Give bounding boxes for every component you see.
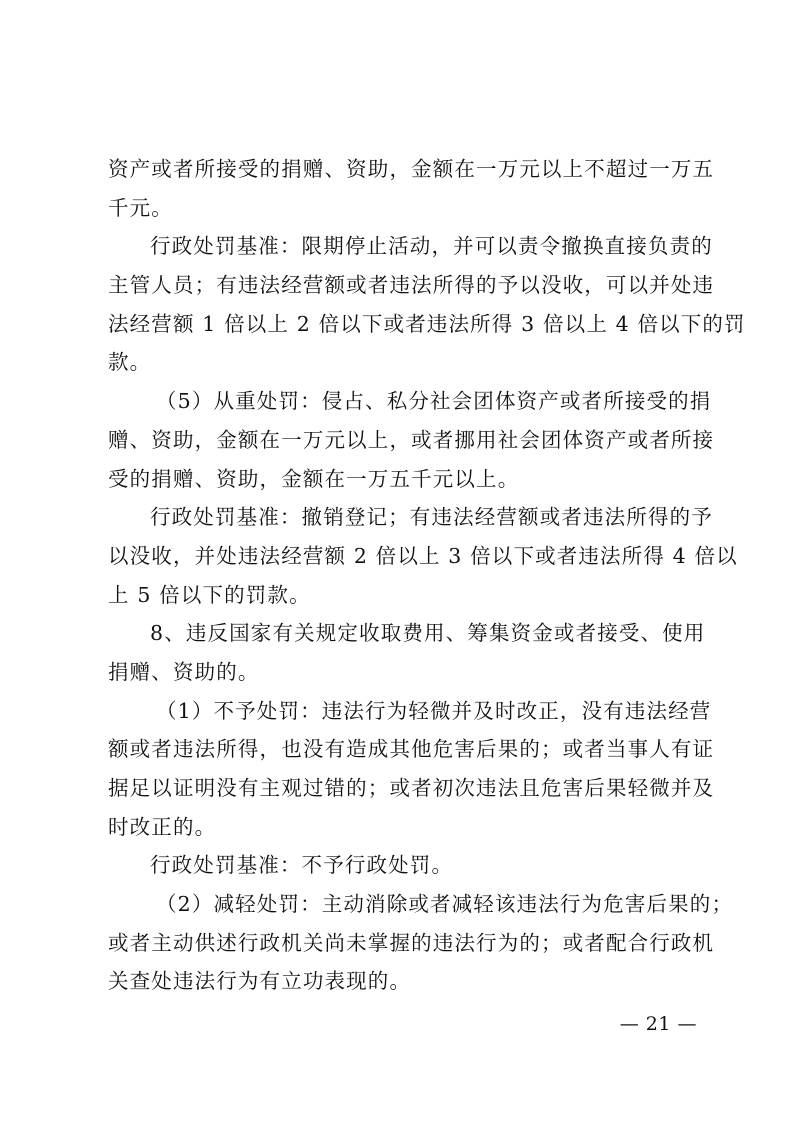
text-line: 关查处违法行为有立功表现的。 (108, 969, 412, 994)
paragraph-start-line: 行政处罚基准：撤销登记；有违法经营额或者违法所得的予 (150, 505, 713, 530)
text-line: 主管人员；有违法经营额或者违法所得的予以没收，可以并处违 (108, 273, 715, 298)
section-heading-line: 8、违反国家有关规定收取费用、筹集资金或者接受、使用 (150, 621, 706, 646)
text-line: 捐赠、资助的。 (108, 659, 260, 684)
text-line: 赠、资助，金额在一万元以上，或者挪用社会团体资产或者所接 (108, 427, 715, 452)
page-number: — 21 — (619, 1013, 697, 1035)
text-line: 款。 (108, 350, 152, 375)
text-line: 千元。 (108, 195, 173, 220)
paragraph-start-line: 行政处罚基准：不予行政处罚。 (150, 853, 454, 878)
text-line: 上 5 倍以下的罚款。 (108, 582, 311, 607)
paragraph-start-line: 行政处罚基准：限期停止活动，并可以责令撤换直接负责的 (150, 234, 713, 259)
text-line: 受的捐赠、资助，金额在一万五千元以上。 (108, 466, 520, 491)
text-line: 或者主动供述行政机关尚未掌握的违法行为的；或者配合行政机 (108, 930, 715, 955)
paragraph-start-line: （2）减轻处罚：主动消除或者减轻该违法行为危害后果的； (156, 892, 734, 917)
text-line: 法经营额 1 倍以上 2 倍以下或者违法所得 3 倍以上 4 倍以下的罚 (108, 311, 746, 336)
text-line: 以没收，并处违法经营额 2 倍以上 3 倍以下或者违法所得 4 倍以 (108, 543, 738, 568)
paragraph-start-line: （1）不予处罚：违法行为轻微并及时改正，没有违法经营 (156, 698, 712, 723)
text-line: 时改正的。 (108, 814, 217, 839)
document-body (108, 150, 746, 1001)
text-line: 资产或者所接受的捐赠、资助，金额在一万元以上不超过一万五 (108, 157, 715, 181)
text-line: 额或者违法所得，也没有造成其他危害后果的；或者当事人有证 (108, 737, 715, 762)
paragraph-start-line: （5）从重处罚：侵占、私分社会团体资产或者所接受的捐 (156, 389, 712, 414)
text-line: 据足以证明没有主观过错的；或者初次违法且危害后果轻微并及 (108, 776, 715, 800)
